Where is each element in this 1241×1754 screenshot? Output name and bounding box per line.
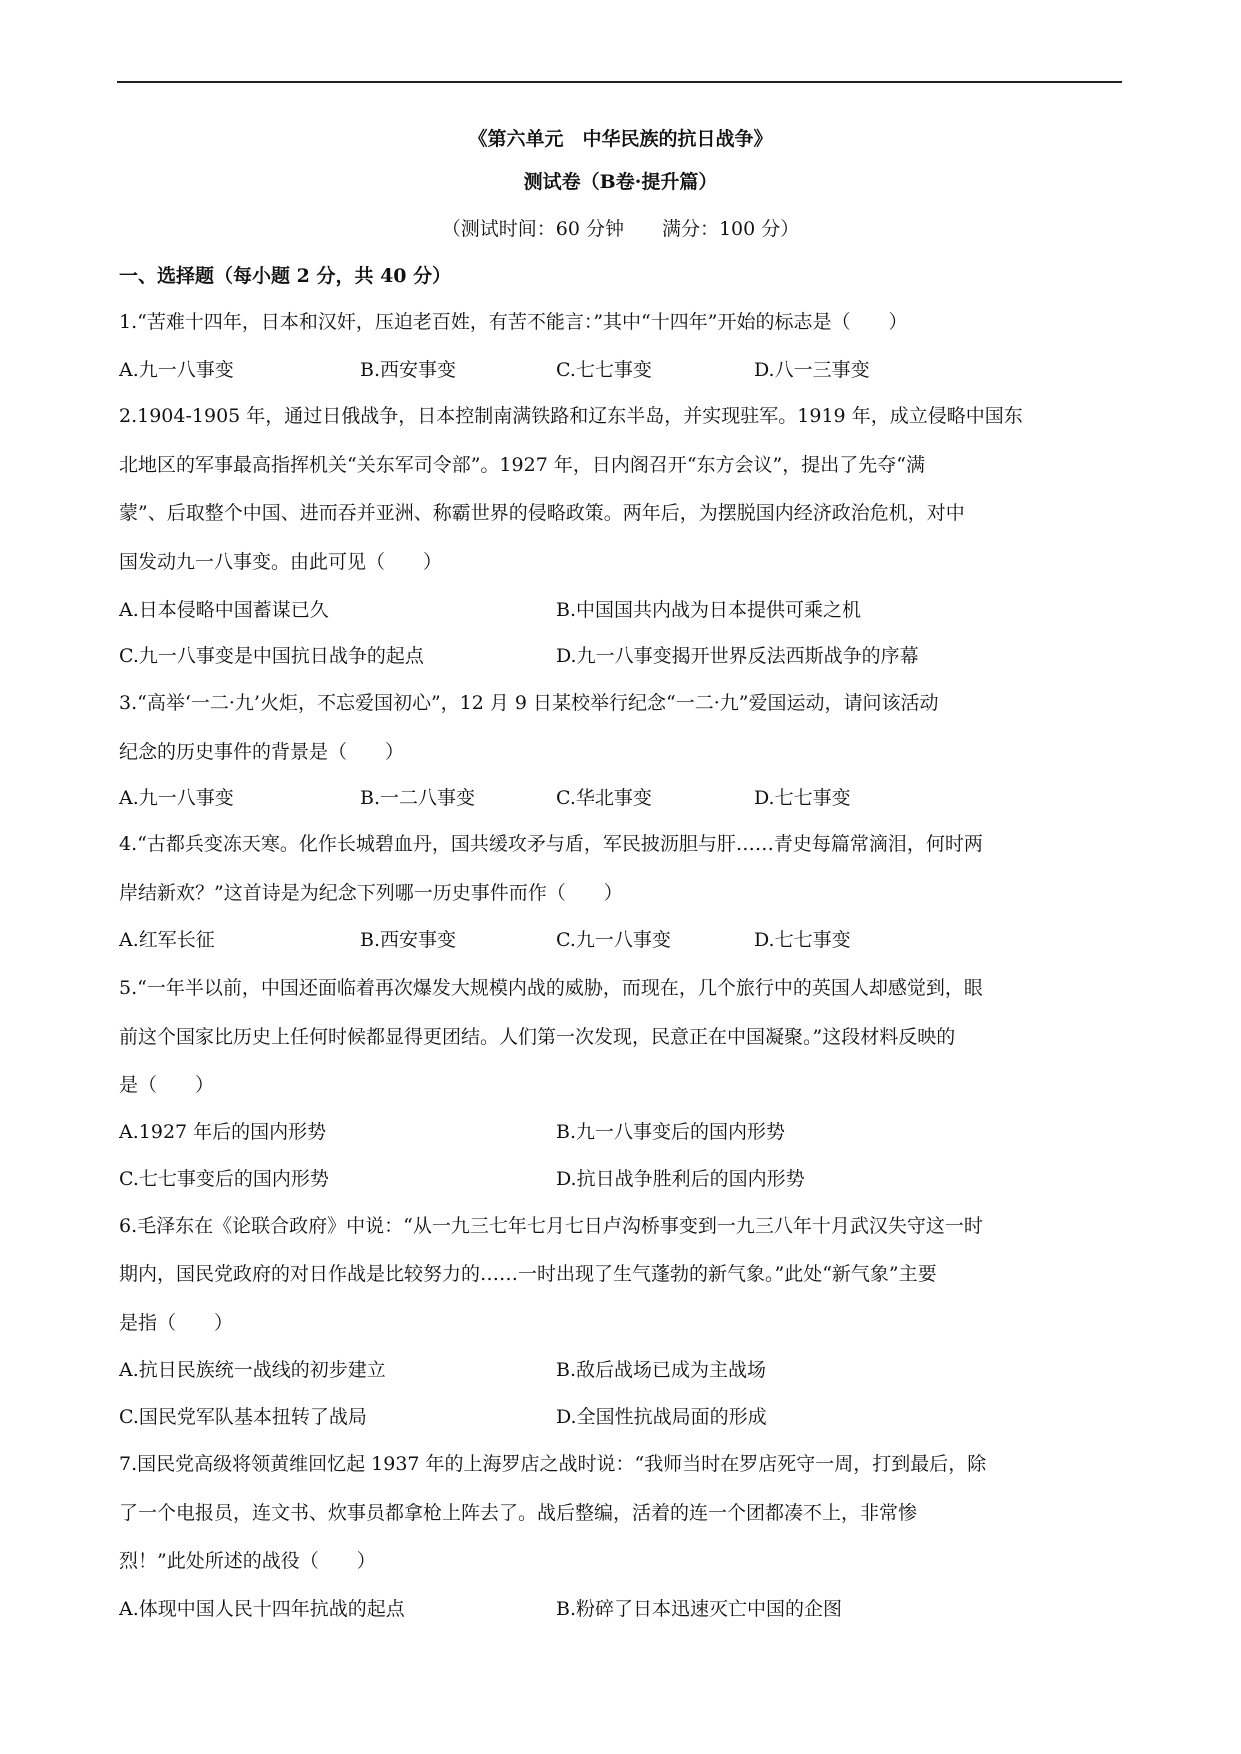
question-6-line-2: 期内，国民党政府的对日作战是比较努力的……一时出现了生气蓬勃的新气象。”此处“新气象”主要 (119, 1263, 937, 1285)
question-4-option-b: B.西安事变 (360, 929, 457, 951)
question-5-line-2: 前这个国家比历史上任何时候都显得更团结。人们第一次发现，民意正在中国凝聚。”这段材料反映的 (119, 1026, 956, 1048)
question-2-option-a: A.日本侵略中国蓄谋已久 (119, 599, 329, 621)
question-3-option-b: B.一二八事变 (360, 787, 476, 809)
question-6-option-b: B.敌后战场已成为主战场 (556, 1359, 767, 1381)
exam-subtitle: 测试卷（B卷·提升篇） (523, 171, 718, 193)
question-3-line-2: 纪念的历史事件的背景是（ ） (119, 741, 405, 763)
question-4-option-a: A.红军长征 (119, 929, 215, 951)
question-1-option-c: C.七七事变 (556, 359, 652, 381)
question-6-option-c: C.国民党军队基本扭转了战局 (119, 1406, 367, 1428)
question-2-line-4: 国发动九一八事变。由此可见（ ） (119, 551, 443, 573)
question-4-line-1: 4.“古都兵变冻天寒。化作长城碧血丹，国共缓攻矛与盾，军民披沥胆与肝……青史每篇常滴泪，何时两 (119, 833, 983, 855)
exam-info: （测试时间：60 分钟 满分：100 分） (441, 218, 800, 240)
question-3-line-1: 3.“高举‘一二·九’火炬，不忘爱国初心”，12 月 9 日某校举行纪念“一二·九”爱国运动，请问该活动 (119, 692, 939, 714)
question-5-option-c: C.七七事变后的国内形势 (119, 1168, 329, 1190)
question-1-line-1: 1.“苦难十四年，日本和汉奸，压迫老百姓，有苦不能言：”其中“十四年”开始的标志是（ ） (119, 311, 908, 333)
section-heading: 一、选择题（每小题 2 分，共 40 分） (119, 265, 452, 287)
question-4-line-2: 岸结新欢？”这首诗是为纪念下列哪一历史事件而作（ ） (119, 882, 623, 904)
question-4-option-c: C.九一八事变 (556, 929, 671, 951)
question-5-option-d: D.抗日战争胜利后的国内形势 (556, 1168, 805, 1190)
question-7-line-1: 7.国民党高级将领黄维回忆起 1937 年的上海罗店之战时说：“我师当时在罗店死守一周，打到最后，除 (119, 1453, 987, 1475)
question-6-line-1: 6.毛泽东在《论联合政府》中说：“从一九三七年七月七日卢沟桥事变到一九三八年十月武汉失守这一时 (119, 1215, 983, 1237)
question-3-option-c: C.华北事变 (556, 787, 652, 809)
question-5-line-3: 是（ ） (119, 1074, 215, 1096)
header-rule (117, 81, 1122, 83)
question-3-option-d: D.七七事变 (754, 787, 851, 809)
question-2-line-2: 北地区的军事最高指挥机关“关东军司令部”。1927 年，日内阁召开“东方会议”，提出了先夺“满 (119, 454, 925, 476)
question-2-option-d: D.九一八事变揭开世界反法西斯战争的序幕 (556, 645, 919, 667)
question-5-option-b: B.九一八事变后的国内形势 (556, 1121, 786, 1143)
question-7-option-b: B.粉碎了日本迅速灭亡中国的企图 (556, 1598, 843, 1620)
question-1-option-d: D.八一三事变 (754, 359, 870, 381)
question-7-line-3: 烈！”此处所述的战役（ ） (119, 1550, 376, 1572)
question-2-line-1: 2.1904-1905 年，通过日俄战争，日本控制南满铁路和辽东半岛，并实现驻军。1919 年，成立侵略中国东 (119, 405, 1023, 427)
question-2-option-b: B.中国国共内战为日本提供可乘之机 (556, 599, 862, 621)
question-6-option-a: A.抗日民族统一战线的初步建立 (119, 1359, 386, 1381)
question-3-option-a: A.九一八事变 (119, 787, 234, 809)
question-5-option-a: A.1927 年后的国内形势 (119, 1121, 327, 1143)
question-1-option-b: B.西安事变 (360, 359, 457, 381)
exam-title: 《第六单元 中华民族的抗日战争》 (468, 128, 773, 150)
question-2-line-3: 蒙”、后取整个中国、进而吞并亚洲、称霸世界的侵略政策。两年后，为摆脱国内经济政治危机，对中 (119, 502, 965, 524)
question-7-option-a: A.体现中国人民十四年抗战的起点 (119, 1598, 405, 1620)
question-5-line-1: 5.“一年半以前，中国还面临着再次爆发大规模内战的威胁，而现在，几个旅行中的英国人却感觉到，眼 (119, 977, 983, 999)
question-2-option-c: C.九一八事变是中国抗日战争的起点 (119, 645, 424, 667)
question-4-option-d: D.七七事变 (754, 929, 851, 951)
question-1-option-a: A.九一八事变 (119, 359, 234, 381)
question-6-line-3: 是指（ ） (119, 1312, 234, 1334)
question-6-option-d: D.全国性抗战局面的形成 (556, 1406, 767, 1428)
question-7-line-2: 了一个电报员，连文书、炊事员都拿枪上阵去了。战后整编，活着的连一个团都凑不上，非常惨 (119, 1502, 918, 1524)
